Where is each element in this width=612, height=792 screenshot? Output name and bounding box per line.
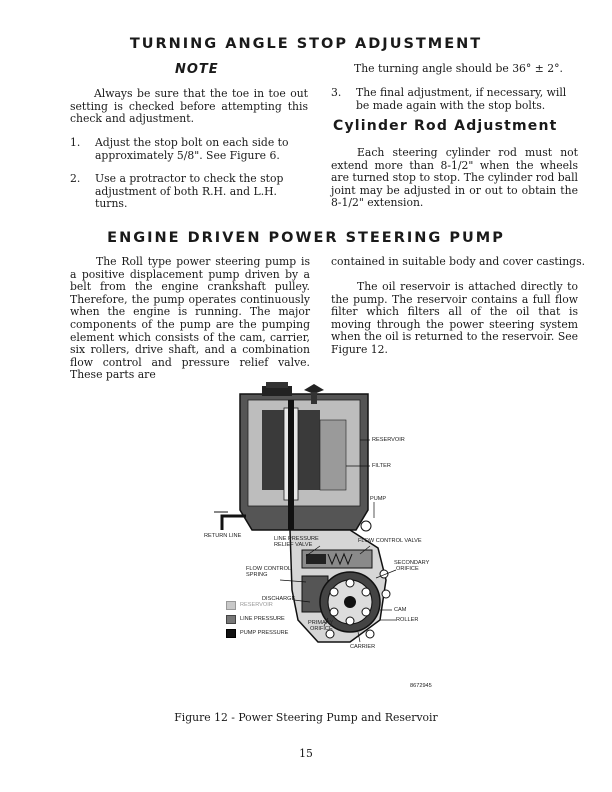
label-return-line: RETURN LINE [204, 533, 242, 539]
note-text: Always be sure that the toe in toe out setting is checked before attempting this check and adjustment. [70, 87, 308, 126]
step-3 [331, 87, 578, 112]
step-3-number: 3. [331, 86, 342, 99]
label-secondary-orifice-line2: ORIFICE [396, 566, 419, 572]
legend-item-line-pressure [226, 614, 316, 624]
pump-paragraph-1-continued: contained in suitable body and cover castings. [331, 255, 586, 268]
step-1 [70, 137, 308, 162]
turning-angle-text: The turning angle should be 36° ± 2°. [354, 62, 563, 75]
note-label: NOTE [175, 62, 219, 77]
figure-caption: Figure 12 - Power Steering Pump and Reservoir [174, 711, 438, 724]
label-reservoir: RESERVOIR [372, 437, 405, 443]
label-roller: ROLLER [396, 617, 419, 623]
cylinder-rod-title: Cylinder Rod Adjustment [333, 118, 558, 134]
label-filter: FILTER [372, 463, 391, 469]
pump-paragraph-2: The oil reservoir is attached directly to the pump. The reservoir contains a full flow filter which filters all of the oil that is moving through the power steering system when the oil is returned to the reservoir. See Figure 12. [331, 280, 578, 356]
label-secondary-orifice-line1: SECONDARY [394, 560, 430, 566]
figure-legend [226, 600, 316, 638]
turning-angle-title: TURNING ANGLE STOP ADJUSTMENT [129, 36, 483, 52]
legend-item-reservoir [226, 600, 316, 610]
step-2-number: 2. [70, 172, 81, 185]
legend-swatch-pump-pressure [226, 629, 236, 638]
legend-swatch-reservoir [226, 601, 236, 610]
pump-paragraph-1: The Roll type power steering pump is a positive displacement pump driven by a belt from the engine crankshaft pulley. Therefore, the pump operates continuously when the engine is running. The major components of the pump are the pumping element which consists of the cam, carrier, six rollers, drive shaft, and a combination flow control and pressure relief valve. These parts are [70, 255, 310, 382]
legend-swatch-line-pressure [226, 615, 236, 624]
step-2-text: Use a protractor to check the stop adjustment of both R.H. and L.H. turns. [95, 172, 284, 211]
label-cam: CAM [394, 607, 407, 613]
label-carrier: CARRIER [350, 644, 376, 650]
label-primary-orifice-line1: PRIMARY [308, 620, 334, 626]
label-flow-control-valve: FLOW CONTROL VALVE [358, 538, 422, 544]
label-relief-valve-line2: RELIEF VALVE [274, 542, 313, 548]
legend-item-pump-pressure [226, 628, 316, 638]
legend-label-line-pressure: LINE PRESSURE [240, 615, 285, 622]
label-flow-control-spring-line1: FLOW CONTROL [246, 566, 292, 572]
label-primary-orifice-line2: ORIFICE [310, 626, 333, 632]
label-discharge: DISCHARGE [262, 596, 296, 602]
label-flow-control-spring-line2: SPRING [246, 572, 268, 578]
legend-label-pump-pressure: PUMP PRESSURE [240, 629, 289, 636]
step-1-text: Adjust the stop bolt on each side to approximately 5/8". See Figure 6. [95, 136, 289, 162]
step-2 [70, 173, 308, 211]
cylinder-rod-text: Each steering cylinder rod must not extend more than 8-1/2" when the wheels are turned stop to stop. The cylinder rod ball joint may be adjusted in or out to obtain the 8-1/2" extension. [331, 146, 578, 210]
step-3-text: The final adjustment, if necessary, will be made again with the stop bolts. [356, 86, 567, 112]
label-pump: PUMP [370, 496, 387, 502]
power-steering-pump-title: ENGINE DRIVEN POWER STEERING PUMP [107, 230, 505, 246]
part-number: 8672945 [410, 683, 432, 689]
page-number: 15 [299, 747, 313, 760]
legend-label-reservoir: RESERVOIR [240, 601, 273, 608]
step-1-number: 1. [70, 136, 81, 149]
label-relief-valve-line1: LINE PRESSURE [274, 536, 319, 542]
